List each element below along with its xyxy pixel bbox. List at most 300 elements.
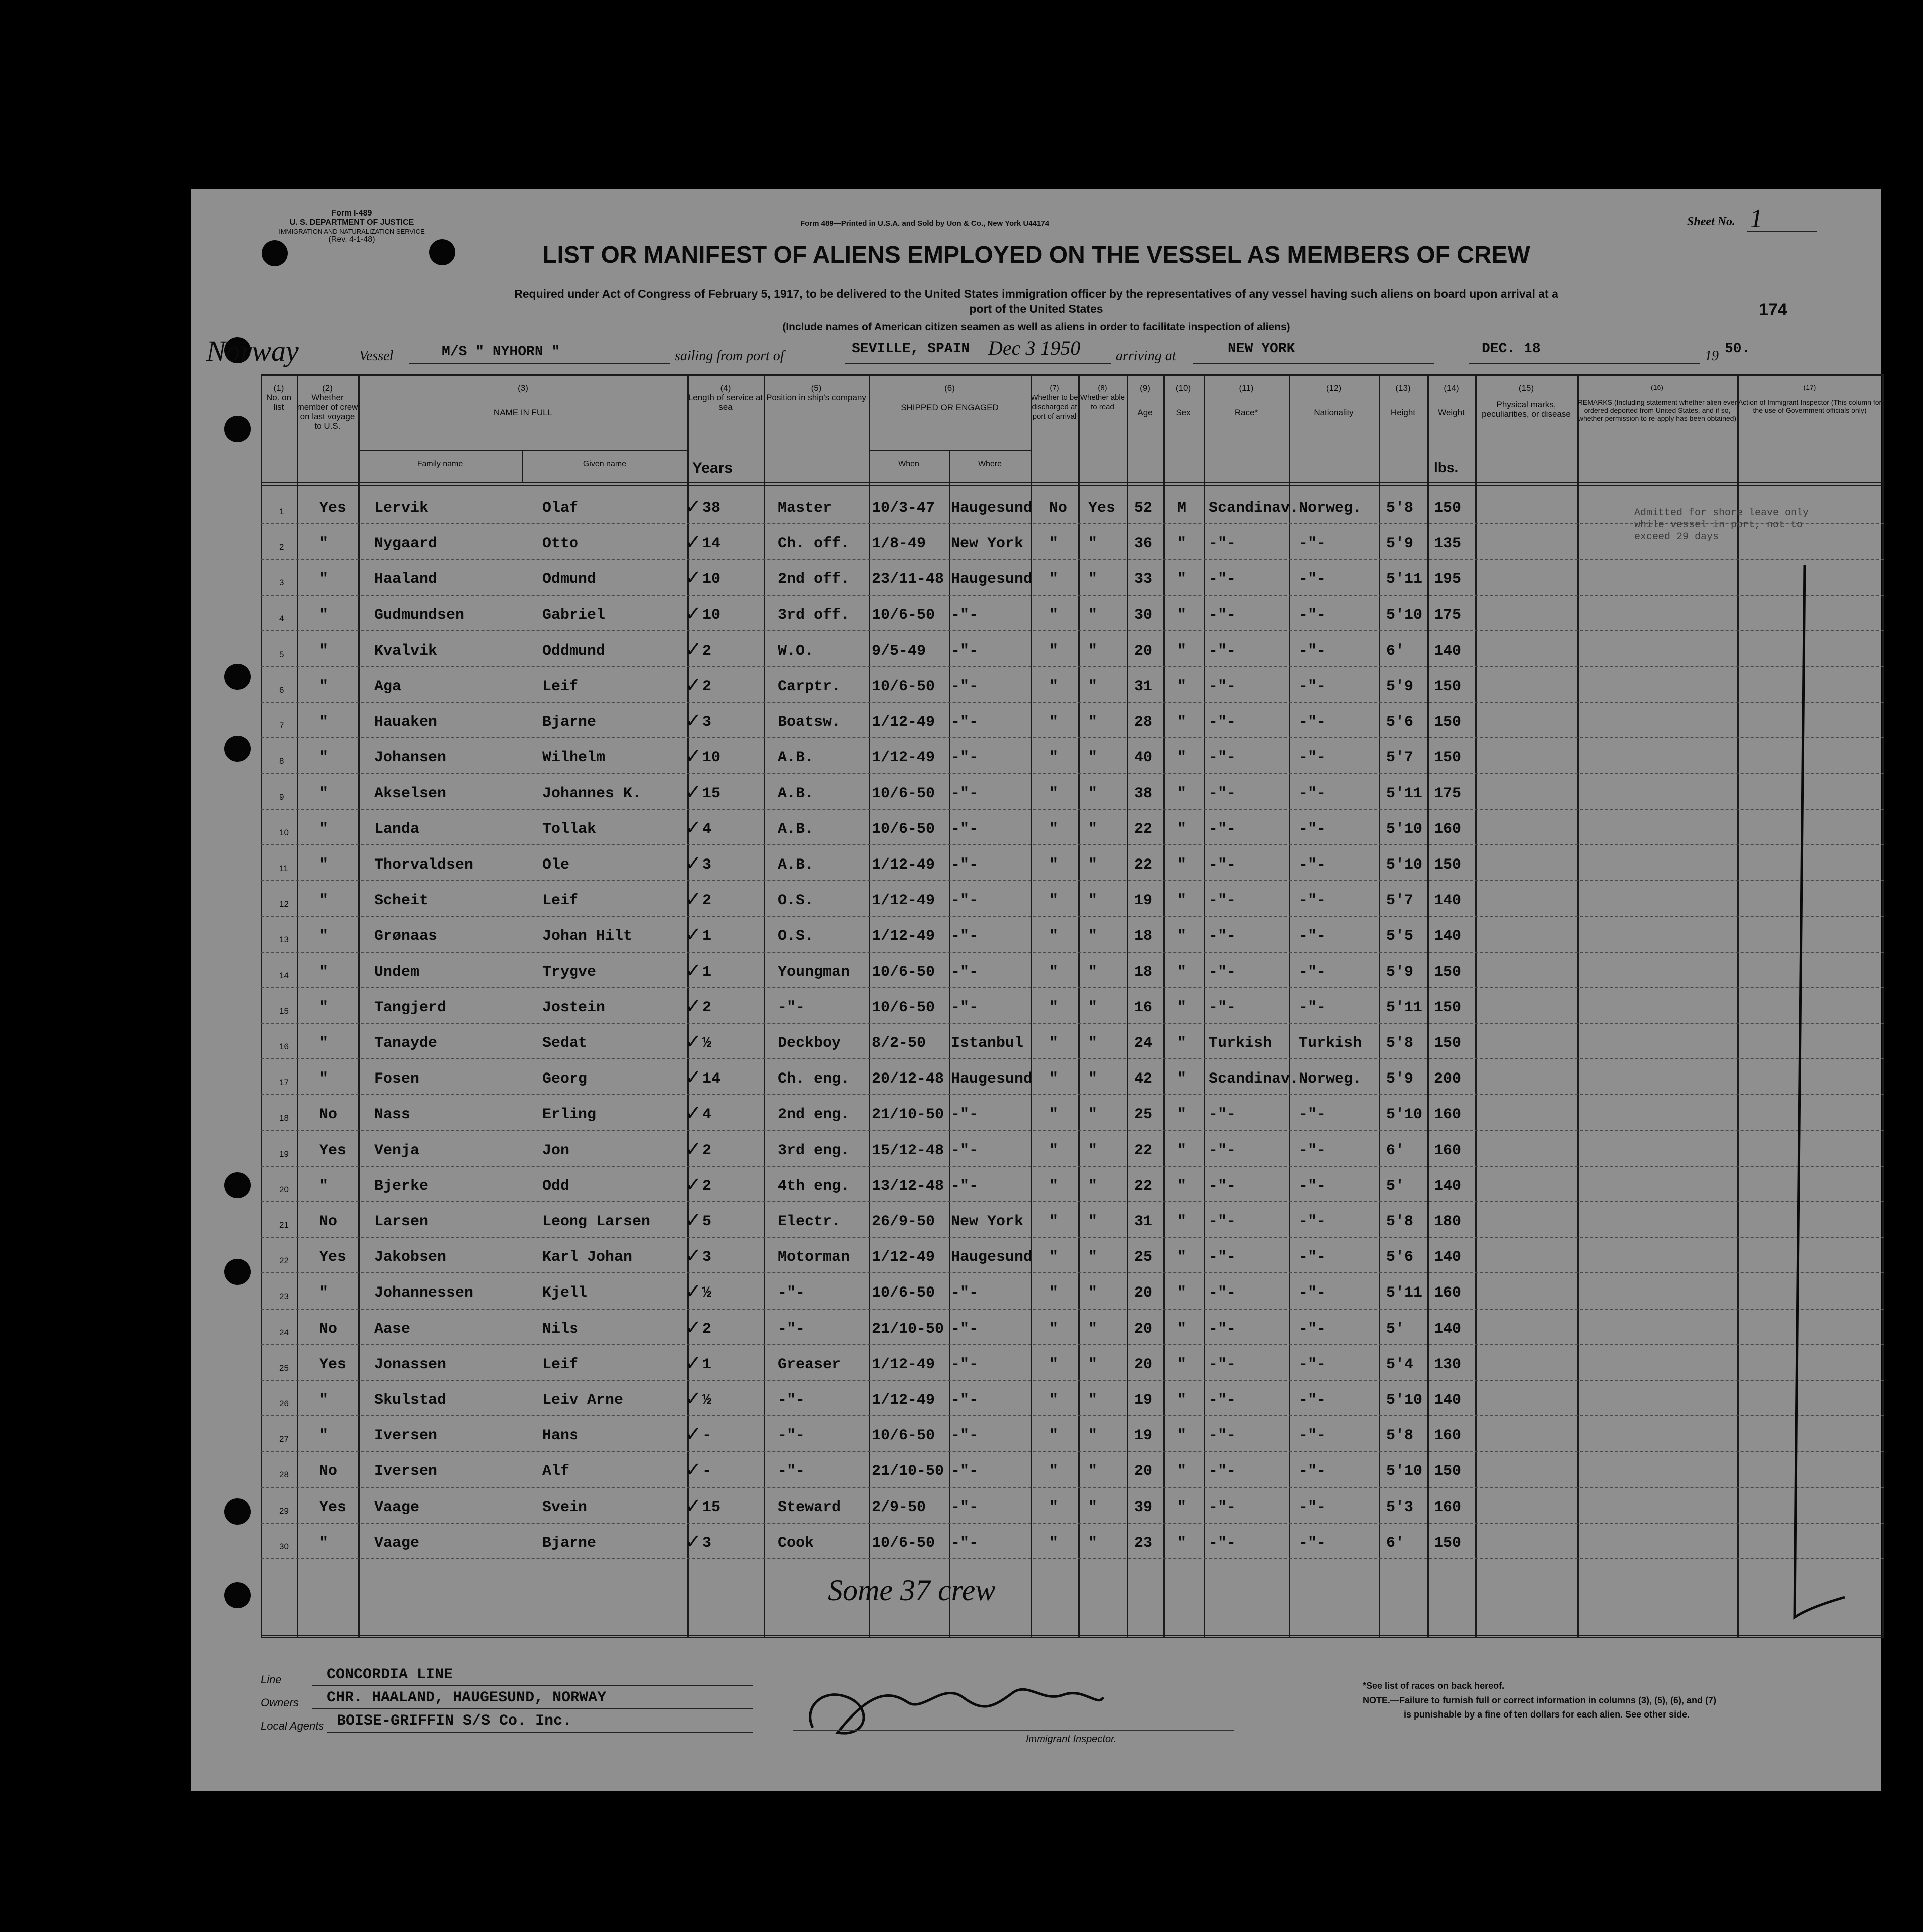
table-row [191, 846, 1881, 882]
discharged: " [1049, 1249, 1059, 1266]
family-name: Johannessen [374, 1284, 474, 1302]
arrival-year: 50. [1725, 341, 1750, 357]
crew-number: 14 [279, 970, 289, 980]
given-name: Leif [542, 892, 579, 910]
shipped-when: 9/5-49 [872, 642, 926, 660]
able-to-read: " [1088, 714, 1098, 731]
shipped-when: 1/12-49 [872, 892, 935, 910]
given-name: Gabriel [542, 606, 606, 624]
prior-voyage: " [319, 820, 329, 838]
shipped-when: 8/2-50 [872, 1035, 926, 1052]
given-name: Wilhelm [542, 749, 606, 767]
position: -"- [778, 1427, 805, 1445]
age: 38 [1134, 785, 1153, 802]
height: 5'9 [1386, 678, 1414, 695]
shipped-when: 13/12-48 [872, 1177, 944, 1195]
shipped-when: 1/12-49 [872, 1392, 935, 1409]
position: A.B. [778, 785, 814, 802]
position: 3rd eng. [778, 1142, 850, 1159]
crew-number: 5 [279, 649, 284, 659]
shipped-when: 1/12-49 [872, 714, 935, 731]
shipped-when: 10/6-50 [872, 1427, 935, 1445]
table-row [191, 918, 1881, 953]
height: 5'11 [1386, 999, 1423, 1016]
age: 24 [1134, 1035, 1153, 1052]
prior-voyage: " [319, 892, 329, 910]
shipped-when: 10/6-50 [872, 820, 935, 838]
check-mark-icon: ✓ [685, 923, 702, 946]
sex: M [1177, 500, 1187, 517]
prior-voyage: No [319, 1213, 338, 1230]
port-note: Dec 3 1950 [988, 337, 1081, 359]
able-to-read: " [1088, 1213, 1098, 1230]
race: -"- [1209, 1463, 1236, 1480]
family-name: Johansen [374, 749, 447, 767]
race: -"- [1209, 1392, 1236, 1409]
shipped-when: 10/6-50 [872, 785, 935, 802]
years-header: Years [692, 460, 733, 476]
subtitle: port of the United States [969, 302, 1103, 315]
discharged: " [1049, 820, 1059, 838]
family-name: Tanayde [374, 1035, 438, 1052]
prior-voyage: " [319, 1427, 329, 1445]
nationality: -"- [1299, 535, 1326, 553]
length-of-service: 1 [702, 963, 712, 981]
crew-number: 24 [279, 1327, 289, 1337]
sex: " [1177, 928, 1187, 945]
table-row [191, 632, 1881, 668]
nationality: -"- [1299, 1142, 1326, 1159]
crew-number: 25 [279, 1363, 289, 1373]
check-mark-icon: ✓ [685, 602, 702, 625]
position: -"- [778, 1284, 805, 1302]
age: 22 [1134, 1177, 1153, 1195]
sex: " [1177, 1463, 1187, 1480]
prior-voyage: " [319, 963, 329, 981]
length-of-service: 14 [702, 535, 721, 553]
year-prefix: 19 [1705, 348, 1719, 364]
race: -"- [1209, 571, 1236, 588]
shipped-when: 10/6-50 [872, 1284, 935, 1302]
race: -"- [1209, 1213, 1236, 1230]
length-of-service: 2 [702, 642, 712, 660]
able-to-read: " [1088, 1070, 1098, 1088]
table-row [191, 1239, 1881, 1274]
prior-voyage: " [319, 1070, 329, 1088]
height: 5' [1386, 1320, 1405, 1338]
family-name: Fosen [374, 1070, 420, 1088]
shipped-where: -"- [951, 1463, 979, 1480]
check-mark-icon: ✓ [685, 1387, 702, 1410]
prior-voyage: No [319, 1463, 338, 1480]
nationality: -"- [1299, 963, 1326, 981]
prior-voyage: " [319, 1035, 329, 1052]
nationality: -"- [1299, 856, 1326, 874]
prior-voyage: " [319, 1177, 329, 1195]
able-to-read: " [1088, 1142, 1098, 1159]
length-of-service: 2 [702, 892, 712, 910]
given-name: Otto [542, 535, 579, 553]
sex: " [1177, 749, 1187, 767]
given-name: Johan Hilt [542, 928, 633, 945]
family-name: Lervik [374, 500, 429, 517]
given-name: Leif [542, 678, 579, 695]
shipped-where: -"- [951, 714, 979, 731]
sex: " [1177, 1356, 1187, 1373]
check-mark-icon: ✓ [685, 531, 702, 554]
shipped-where: Haugesund [951, 1249, 1033, 1266]
weight: 150 [1434, 714, 1462, 731]
able-to-read: " [1088, 606, 1098, 624]
given-name: Alf [542, 1463, 570, 1480]
crew-number: 11 [279, 864, 288, 873]
height: 5'7 [1386, 749, 1414, 767]
nationality: -"- [1299, 1463, 1326, 1480]
revision: (Rev. 4-1-48) [328, 235, 375, 244]
weight: 150 [1434, 500, 1462, 517]
length-of-service: 1 [702, 1356, 712, 1373]
shipped-where: -"- [951, 749, 979, 767]
prior-voyage: " [319, 999, 329, 1016]
able-to-read: " [1088, 1284, 1098, 1302]
height: 5'10 [1386, 856, 1423, 874]
height: 5'11 [1386, 571, 1423, 588]
race: -"- [1209, 1356, 1236, 1373]
sex: " [1177, 1249, 1187, 1266]
nationality: -"- [1299, 1498, 1326, 1516]
height: 5'7 [1386, 892, 1414, 910]
discharged: " [1049, 1534, 1059, 1552]
inspector-label: Immigrant Inspector. [1026, 1734, 1117, 1745]
discharged: " [1049, 749, 1059, 767]
position: Motorman [778, 1249, 850, 1266]
given-name: Karl Johan [542, 1249, 633, 1266]
length-of-service: 3 [702, 714, 712, 731]
length-of-service: 2 [702, 1177, 712, 1195]
height: 5'8 [1386, 1213, 1414, 1230]
owners-label: Owners [261, 1696, 299, 1709]
age: 20 [1134, 1463, 1153, 1480]
family-name: Venja [374, 1142, 420, 1159]
check-mark-icon: ✓ [685, 852, 702, 875]
length-of-service: 15 [702, 785, 721, 802]
given-name: Leif [542, 1356, 579, 1373]
age: 20 [1134, 1284, 1153, 1302]
sex: " [1177, 892, 1187, 910]
given-name: Nils [542, 1320, 579, 1338]
col-header-13: (13) Height [1390, 383, 1416, 417]
sex: " [1177, 820, 1187, 838]
given-name: Trygve [542, 963, 597, 981]
given-name: Erling [542, 1106, 597, 1124]
family-name: Hauaken [374, 714, 438, 731]
nationality: Norweg. [1299, 500, 1362, 517]
table-row [191, 525, 1881, 561]
age: 20 [1134, 1320, 1153, 1338]
weight: 195 [1434, 571, 1462, 588]
race: -"- [1209, 678, 1236, 695]
given-name: Johannes K. [542, 785, 642, 802]
shipped-where: -"- [951, 606, 979, 624]
discharged: " [1049, 1142, 1059, 1159]
length-of-service: 3 [702, 1249, 712, 1266]
prior-voyage: " [319, 714, 329, 731]
given-name: Georg [542, 1070, 588, 1088]
able-to-read: " [1088, 785, 1098, 802]
able-to-read: " [1088, 1035, 1098, 1052]
nationality: -"- [1299, 1392, 1326, 1409]
race: -"- [1209, 999, 1236, 1016]
remarks-note: Admitted for shore leave only while vessel in port, not to exceed 29 days [1634, 507, 1809, 543]
age: 20 [1134, 1356, 1153, 1373]
discharged: No [1049, 500, 1068, 517]
shipped-where: Istanbul [951, 1035, 1024, 1052]
able-to-read: Yes [1088, 500, 1116, 517]
sex: " [1177, 1142, 1187, 1159]
family-name: Jakobsen [374, 1249, 447, 1266]
age: 30 [1134, 606, 1153, 624]
weight: 150 [1434, 1463, 1462, 1480]
shipped-where: -"- [951, 1356, 979, 1373]
shipped-when: 23/11-48 [872, 571, 944, 588]
crew-number: 3 [279, 578, 284, 588]
family-name: Vaage [374, 1534, 420, 1552]
family-name: Landa [374, 820, 420, 838]
height: 5'8 [1386, 1427, 1414, 1445]
race: -"- [1209, 963, 1236, 981]
col-header-12: (12) Nationality [1314, 383, 1354, 417]
col-header-3: (3) NAME IN FULL [493, 383, 553, 417]
given-name: Leiv Arne [542, 1392, 624, 1409]
height: 5'5 [1386, 928, 1414, 945]
discharged: " [1049, 1356, 1059, 1373]
nationality: -"- [1299, 1356, 1326, 1373]
sex: " [1177, 1035, 1187, 1052]
able-to-read: " [1088, 1249, 1098, 1266]
crew-number: 20 [279, 1184, 289, 1194]
crew-number: 17 [279, 1078, 289, 1088]
race: -"- [1209, 785, 1236, 802]
length-of-service: 2 [702, 1142, 712, 1159]
discharged: " [1049, 856, 1059, 874]
when-header: When [898, 460, 919, 468]
table-row [191, 1346, 1881, 1382]
table-row [191, 1417, 1881, 1453]
shipped-when: 10/6-50 [872, 999, 935, 1016]
nationality: -"- [1299, 571, 1326, 588]
race: -"- [1209, 535, 1236, 553]
shipped-where: -"- [951, 1142, 979, 1159]
shipped-when: 1/8-49 [872, 535, 926, 553]
discharged: " [1049, 892, 1059, 910]
age: 25 [1134, 1249, 1153, 1266]
height: 5'10 [1386, 1106, 1423, 1124]
where-header: Where [978, 460, 1002, 468]
prior-voyage: " [319, 1534, 329, 1552]
family-name: Bjerke [374, 1177, 429, 1195]
given-name: Leong Larsen [542, 1213, 651, 1230]
owners-value: CHR. HAALAND, HAUGESUND, NORWAY [327, 1689, 607, 1706]
crew-number: 22 [279, 1256, 289, 1266]
sailing-label: sailing from port of [675, 348, 784, 364]
position: 2nd eng. [778, 1106, 850, 1124]
shipped-when: 10/6-50 [872, 1534, 935, 1552]
sheet-label: Sheet No. [1687, 215, 1735, 228]
family-name: Kvalvik [374, 642, 438, 660]
weight: 160 [1434, 1498, 1462, 1516]
weight: 200 [1434, 1070, 1462, 1088]
table-row [191, 882, 1881, 918]
port-to: NEW YORK [1228, 341, 1295, 357]
race: -"- [1209, 1498, 1236, 1516]
height: 6' [1386, 1534, 1405, 1552]
height: 5'4 [1386, 1356, 1414, 1373]
table-row [191, 775, 1881, 811]
age: 31 [1134, 678, 1153, 695]
length-of-service: 4 [702, 1106, 712, 1124]
footnote-penalty-2: is punishable by a fine of ten dollars for each alien. See other side. [1404, 1709, 1690, 1720]
table-row [191, 668, 1881, 704]
race: Scandinav. [1209, 1070, 1299, 1088]
given-name: Odd [542, 1177, 570, 1195]
crew-number: 19 [279, 1149, 289, 1159]
table-row [191, 1525, 1881, 1560]
vessel-label: Vessel [359, 348, 394, 364]
position: -"- [778, 999, 805, 1016]
form-number: Form I-489 [331, 209, 372, 218]
age: 36 [1134, 535, 1153, 553]
age: 20 [1134, 642, 1153, 660]
position: O.S. [778, 892, 814, 910]
shipped-where: -"- [951, 785, 979, 802]
crew-number: 30 [279, 1541, 289, 1551]
sex: " [1177, 1177, 1187, 1195]
position: Boatsw. [778, 714, 841, 731]
shipped-where: Haugesund [951, 1070, 1033, 1088]
family-name: Aase [374, 1320, 411, 1338]
nationality: -"- [1299, 820, 1326, 838]
position: Ch. eng. [778, 1070, 850, 1088]
sex: " [1177, 678, 1187, 695]
shipped-where: -"- [951, 820, 979, 838]
prior-voyage: No [319, 1320, 338, 1338]
weight: 150 [1434, 749, 1462, 767]
sex: " [1177, 714, 1187, 731]
position: Steward [778, 1498, 841, 1516]
nationality: -"- [1299, 1534, 1326, 1552]
check-mark-icon: ✓ [685, 1316, 702, 1339]
prior-voyage: Yes [319, 1356, 347, 1373]
length-of-service: 5 [702, 1213, 712, 1230]
col-header-6: (6) SHIPPED OR ENGAGED [901, 383, 999, 412]
subtitle: Required under Act of Congress of February 5, 1917, to be delivered to the United States immigration officer by the representatives of any vessel having such aliens on board upon arrival at a [514, 287, 1558, 300]
position: Greaser [778, 1356, 841, 1373]
position: Youngman [778, 963, 850, 981]
footnote-penalty: NOTE.—Failure to furnish full or correct information in columns (3), (5), (6), and (7) [1363, 1695, 1717, 1705]
length-of-service: 10 [702, 571, 721, 588]
crew-number: 16 [279, 1042, 289, 1051]
crew-number: 10 [279, 827, 289, 837]
prior-voyage: Yes [319, 1142, 347, 1159]
height: 5'3 [1386, 1498, 1414, 1516]
sex: " [1177, 1213, 1187, 1230]
race: Scandinav. [1209, 500, 1299, 517]
arriving-label: arriving at [1116, 348, 1176, 364]
col-header-7: (7) Whether to be discharged at port of arrival [1031, 384, 1078, 421]
discharged: " [1049, 1320, 1059, 1338]
crew-number: 1 [279, 507, 284, 516]
check-mark-icon: ✓ [685, 709, 702, 732]
shipped-where: -"- [951, 1177, 979, 1195]
discharged: " [1049, 1213, 1059, 1230]
table-row [191, 490, 1881, 525]
race: -"- [1209, 714, 1236, 731]
prior-voyage: " [319, 1392, 329, 1409]
table-row [191, 1489, 1881, 1525]
check-mark-icon: ✓ [685, 1102, 702, 1125]
shipped-where: Haugesund [951, 500, 1033, 517]
family-name: Aga [374, 678, 402, 695]
table-row [191, 1274, 1881, 1310]
table-row [191, 1096, 1881, 1132]
crew-number: 9 [279, 792, 284, 802]
table-row [191, 1060, 1881, 1096]
able-to-read: " [1088, 1498, 1098, 1516]
shipped-when: 10/3-47 [872, 500, 935, 517]
position: W.O. [778, 642, 814, 660]
able-to-read: " [1088, 1356, 1098, 1373]
arrival-date: DEC. 18 [1482, 341, 1541, 357]
shipped-where: New York [951, 1213, 1024, 1230]
prior-voyage: " [319, 928, 329, 945]
able-to-read: " [1088, 642, 1098, 660]
flag-country: Norway [206, 335, 299, 367]
table-row [191, 811, 1881, 846]
position: Carptr. [778, 678, 841, 695]
discharged: " [1049, 714, 1059, 731]
able-to-read: " [1088, 1534, 1098, 1552]
race: -"- [1209, 1142, 1236, 1159]
age: 19 [1134, 1427, 1153, 1445]
crew-number: 13 [279, 935, 289, 945]
height: 6' [1386, 642, 1405, 660]
length-of-service: 2 [702, 1320, 712, 1338]
check-mark-icon: ✓ [685, 1530, 702, 1553]
length-of-service: ½ [702, 1392, 712, 1409]
crew-number: 26 [279, 1399, 289, 1408]
table-row [191, 1025, 1881, 1060]
shipped-where: -"- [951, 856, 979, 874]
check-mark-icon: ✓ [685, 959, 702, 982]
length-of-service: 3 [702, 856, 712, 874]
prior-voyage: Yes [319, 1498, 347, 1516]
position: 2nd off. [778, 571, 850, 588]
discharged: " [1049, 642, 1059, 660]
weight: 140 [1434, 642, 1462, 660]
given-name: Bjarne [542, 714, 597, 731]
stamp-number: 174 [1759, 300, 1787, 319]
check-mark-icon: ✓ [685, 637, 702, 661]
sex: " [1177, 856, 1187, 874]
able-to-read: " [1088, 1177, 1098, 1195]
age: 42 [1134, 1070, 1153, 1088]
check-mark-icon: ✓ [685, 994, 702, 1017]
weight: 160 [1434, 1106, 1462, 1124]
prior-voyage: Yes [319, 1249, 347, 1266]
discharged: " [1049, 963, 1059, 981]
col-header-4: (4) Length of service at sea [688, 383, 763, 412]
nationality: -"- [1299, 1249, 1326, 1266]
